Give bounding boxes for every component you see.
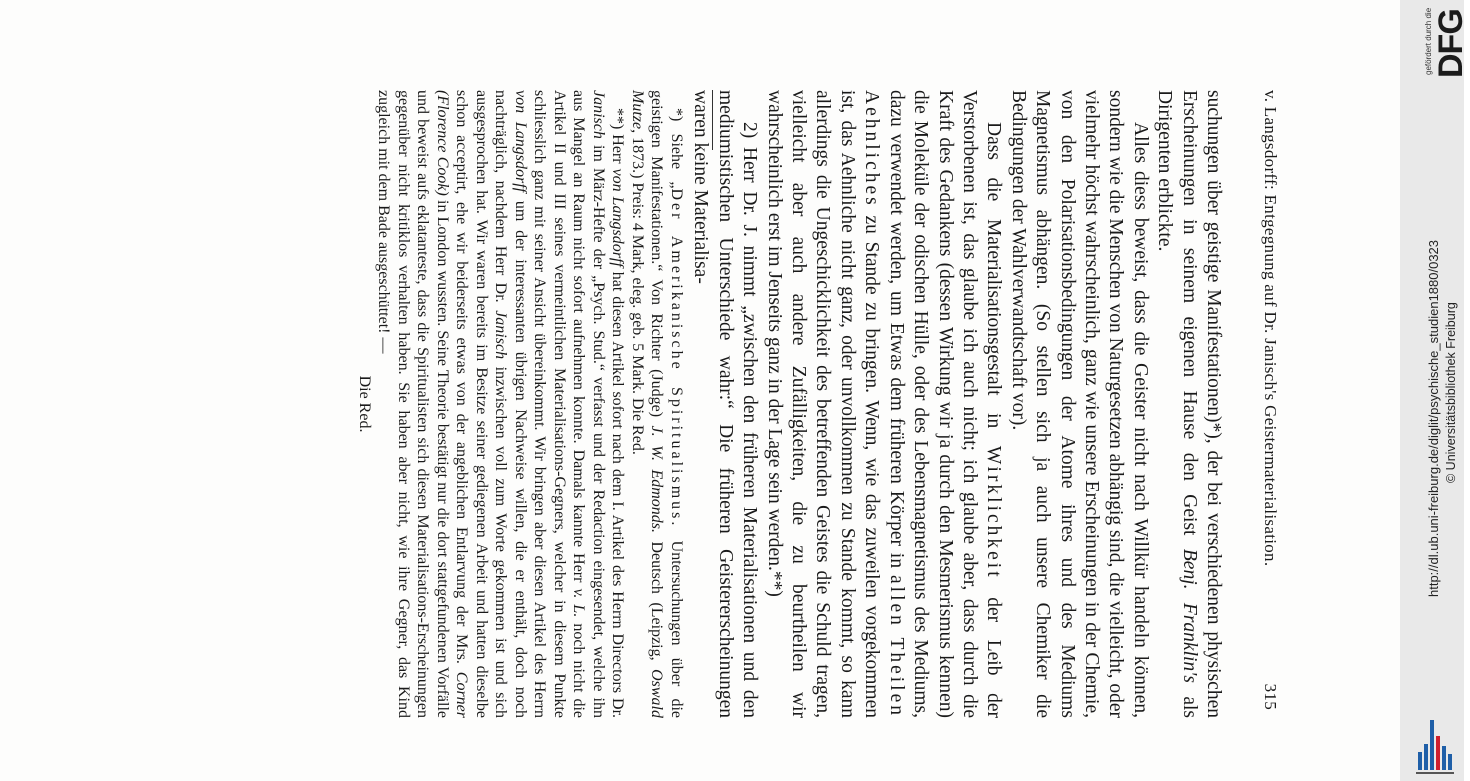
footnote-1-text-c: Deutsch (Leipzig,	[648, 533, 666, 670]
dfg-funding-text: gefördert durch die	[1424, 7, 1433, 75]
footnote-2-name-5: Janisch	[492, 310, 510, 360]
footnote-2-text-e: um der interessanten übrigen Nachweise willen, die er enthält, doch noch nachträglich, nachdem Herr Dr.	[492, 90, 529, 719]
footnote-divider	[712, 90, 713, 150]
footnote-sign-off: Die Red.	[356, 375, 373, 433]
paragraph-1-name: Benj. Franklin's	[1178, 548, 1200, 683]
dfg-funding-badge	[1416, 0, 1470, 84]
footnote-2-name-2: Janisch	[590, 90, 607, 139]
paragraph-3-text-c: zu Stande zu bringen. Wenn, wie das zuweilen vorgekommen ist, das Aehnliche nicht ganz, oder unvollkommen zu Stande kommt, so kann allerdings die Ungeschicklichkeit des betreffenden Geistes die Schuld tragen, vielleicht aber auch andere Zufälligkeiten, die zu beurtheilen wir wahrscheinlich erst im Jenseits ganz in der Lage sein werden.**)	[763, 90, 883, 718]
paragraph-3-text-a: Dass die Materialisationsgestalt in	[983, 122, 1005, 446]
footnote-1	[628, 90, 687, 718]
copyright-notice: © Universitätsbibliothek Freiburg	[1444, 302, 1458, 483]
paragraph-1-text-b: als Dirigenten erblickte.	[1154, 90, 1200, 718]
footnote-2-name-3: v. L.	[570, 588, 588, 618]
paragraph-3-text-b: der Leib der Verstorbenen ist, das glaube ich auch nicht; ich glaube aber, dass durch die Kraft des Gedankens (dessen Wirkung wir ja durch den Mesmerismus kennen) die Moleküle der odischen Hülle, oder des Lebensmagnetismus des Mediums, dazu verwendet werden, um Etwas dem früheren Körper in	[885, 90, 1005, 718]
scanned-page	[120, 40, 1280, 740]
footnote-2-text-g: in London wussten. Seine Theorie bestätigt nur die dort stattgefundenen Vorfälle und beweist aufs eklatanteste, dass die Spiritualisten sich diesen Materialisations-Erscheinungen gegenüber nicht kritiklos verhalten haben. Sie haben aber nicht, wie ihre Gegner, das Kind zugleich mit dem Bade ausgeschüttet! —	[375, 90, 451, 718]
permalink-url[interactable]: http://dl.ub.uni-freiburg.de/diglit/psychische_studien1880/0323	[1426, 239, 1441, 597]
footnote-1-publisher: Oswald Mutze,	[629, 90, 666, 718]
footnote-1-text-a: *) Siehe „	[668, 108, 685, 189]
footnotes	[355, 90, 687, 718]
paragraph-2: Alles diess beweist, dass die Geister nicht nach Willkür handeln können, sondern wie die Menschen von Naturgesetzen abhängig sind, die vielleicht, oder vielmehr höchst wahrscheinlich, ganz wie unsere Erscheinungen in der Chemie, von den Polarisationsbedingungen der Atome ihres und des Mediums Magnetismus abhängen. (So stellen sich ja auch unsere Chemiker die Bedingungen der Wahlverwandtschaft vor).	[1007, 90, 1151, 718]
dfg-logo: DFG	[1432, 9, 1470, 78]
footnote-2-text-d: noch nicht die Artikel II und III seines vermeintlichen Materialisations-Gegners, welcher in diesem Punkte schliesslich ganz mit seiner Ansicht übereinkommt. Wir bringen aber diesen Artikel des Herrn	[531, 90, 588, 718]
footnote-1-text-d: 1873.) Preis: 4 Mark, eleg. geb. 5 Mark. Die Red.	[629, 133, 646, 455]
footnote-2-name-6: Corner (Florence Cook)	[434, 90, 471, 718]
footnote-2-name-1: von Langsdorff	[609, 168, 627, 267]
page-number: 315	[1261, 683, 1280, 710]
running-head-title: v. Langsdorff: Entgegnung auf Dr. Janisch's Geistermaterialisation.	[1261, 90, 1280, 567]
viewer-sidebar	[1400, 0, 1464, 781]
paragraph-1-text-a: suchungen über geistige Manifestationen)*), der bei verschiedenen physischen Erscheinungen in seinem eigenen Hause den Geist	[1178, 90, 1224, 718]
paragraph-1	[1152, 90, 1225, 718]
footnote-2-text-a: **) Herr	[609, 108, 627, 169]
paragraph-3	[761, 90, 1005, 718]
paragraph-4: 2) Herr Dr. J. nimmt „zwischen den früheren Materialisationen und den mediumistischen Unterschiede wahr:“ Die früheren Geistererscheinungen waren keine Materialisa-	[690, 90, 761, 718]
footnote-1-author: J. W. Edmonds.	[648, 425, 666, 534]
footnote-1-book-title: Der Amerikanische Spiritualismus.	[668, 188, 685, 529]
paragraph-3-emphasis-1: Wirklichkeit	[983, 445, 1005, 580]
running-head	[1260, 90, 1280, 710]
footnote-2-text-f: inzwischen voll zum Worte gekommen ist und sich ausgesprochen hat. Wir waren bereits im Besitze seiner gediegenen Arbeit und hatten dieselbe schon acceptirt, ehe wir beiderseits etwas von der angeblichen Entlarvung der Mrs.	[453, 90, 510, 718]
footnote-2-text-c: im März-Hefte der „Psych. Stud.“ verfasst und der Redaction eingesendet, welche ihn aus Mangel an Raum nicht sofort aufnehmen konnte. Damals kannte Herr	[570, 90, 607, 718]
footnote-1-text-b: Untersuchungen über die geistigen Manifestationen.“ Von Richter (Judge)	[648, 90, 685, 718]
paragraph-3-emphasis-2: allen Theilen Aehnliches	[861, 90, 907, 719]
body-text	[688, 90, 1225, 718]
footnote-2	[374, 90, 628, 718]
footnote-2-name-4: von Langsdorff	[512, 90, 529, 193]
ub-freiburg-logo-icon	[1412, 716, 1460, 776]
footnote-2-text-b: hat diesen Artikel sofort nach dem I. Artikel des Herrn Directors Dr.	[609, 266, 627, 719]
